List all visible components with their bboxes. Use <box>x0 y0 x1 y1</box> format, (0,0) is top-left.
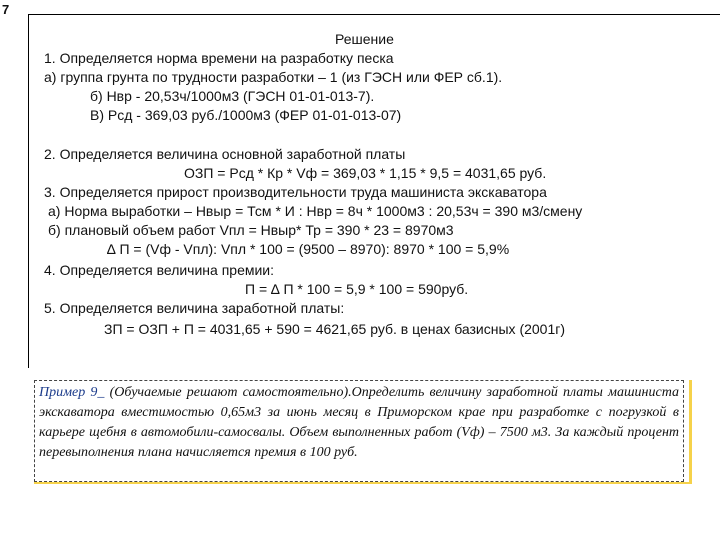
top-rule <box>28 14 720 15</box>
step-3-delta: ∆ П = (Vф - Vпл): Vпл * 100 = (9500 – 8970): 8970 * 100 = 5,9% <box>107 241 510 257</box>
step-5-formula: ЗП = ОЗП + П = 4031,65 + 590 = 4621,65 руб. в ценах базисных (2001г) <box>104 321 566 337</box>
step-1a: а) группа грунта по трудности разработки – 1 (из ГЭСН или ФЕР сб.1). <box>44 69 503 85</box>
left-rule <box>28 14 29 368</box>
step-5: 5. Определяется величина заработной платы: <box>44 300 345 316</box>
step-3a: а) Норма выработки – Нвыр = Тсм * И : Нвр = 8ч * 1000м3 : 20,53ч = 390 м3/смену <box>48 203 583 219</box>
step-3: 3. Определяется прирост производительности труда машиниста экскаватора <box>44 184 547 200</box>
step-3b: б) плановый объем работ Vпл = Нвыр* Тр = 390 * 23 = 8970м3 <box>48 222 454 238</box>
example-label: Пример 9_ <box>39 385 105 400</box>
step-4: 4. Определяется величина премии: <box>44 262 275 278</box>
example-box <box>34 380 684 482</box>
box-shadow-bottom <box>34 482 692 484</box>
step-1b: б) Нвр - 20,53ч/1000м3 (ГЭСН 01-01-013-7). <box>90 88 375 104</box>
step-1: 1. Определяется норма времени на разработку песка <box>44 50 394 66</box>
step-2-formula: ОЗП = Рсд * Кр * Vф = 369,03 * 1,15 * 9,5 = 4031,65 руб. <box>184 165 547 181</box>
step-2: 2. Определяется величина основной заработной платы <box>44 146 406 162</box>
example-text: (Обучаемые решают самостоятельно).Определить величину заработной платы машиниста экскаватора вместимостью 0,65м3 за июнь месяц в Приморском крае при разработке с погрузкой в карьере щебня в автомобили-самосвалы. Объем выполненных работ (Vф) – 7500 м3. За каждый процент перевыполнения плана начисляется премия в 100 руб. <box>39 385 679 460</box>
step-4-formula: П = ∆ П * 100 = 5,9 * 100 = 590руб. <box>245 281 469 297</box>
solution-title: Решение <box>335 31 394 47</box>
box-shadow-right <box>689 380 692 484</box>
page-number: 7 <box>2 2 10 17</box>
step-1c: В) Рсд - 369,03 руб./1000м3 (ФЕР 01-01-013-07) <box>90 107 402 123</box>
